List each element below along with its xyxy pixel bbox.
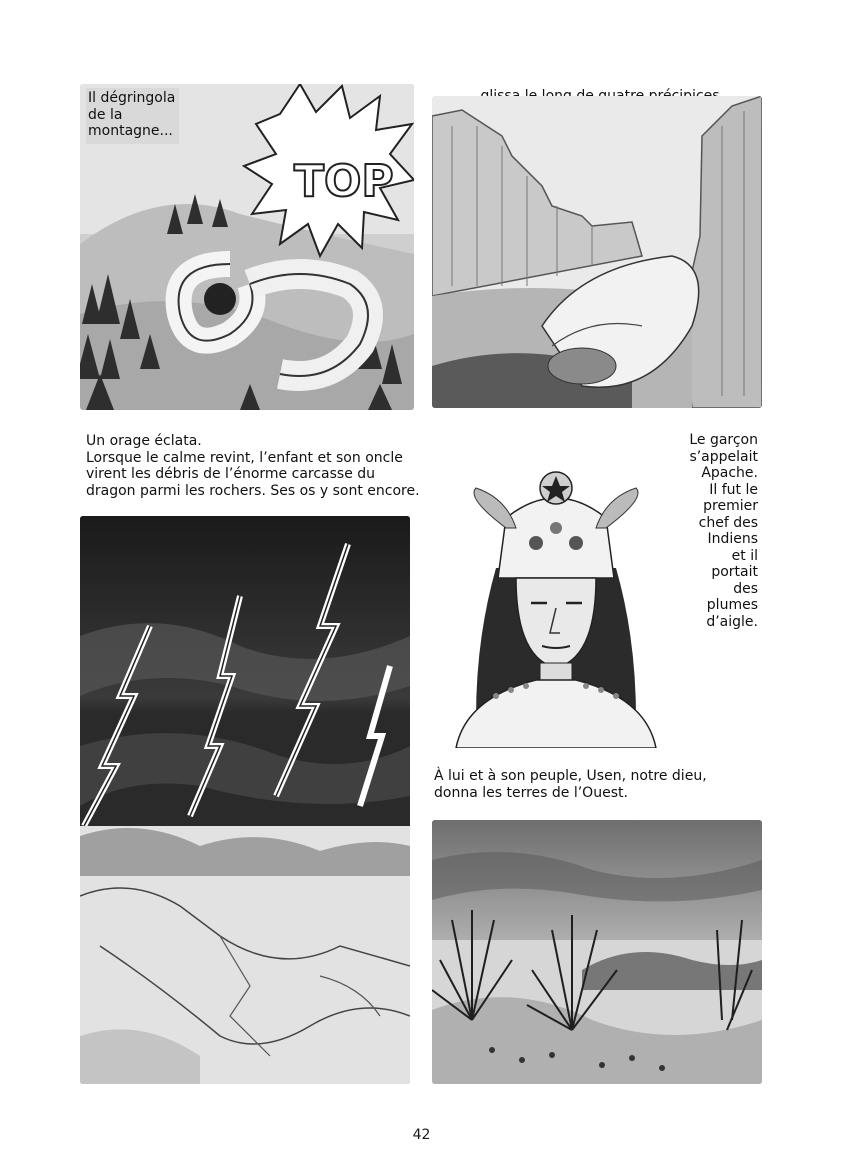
panel-apache-portrait (436, 458, 676, 748)
caption-line: portait (711, 564, 758, 580)
caption-line: virent les débris de l’énorme carcasse du (86, 466, 376, 482)
caption-line: Il fut le (709, 481, 758, 498)
page-number: 42 (412, 1127, 431, 1143)
panel-storm (80, 516, 410, 1084)
caption-falling (86, 88, 179, 144)
caption-line: plumes (706, 597, 758, 613)
panel-western-lands (432, 820, 762, 1084)
caption-line: Un orage éclata. (86, 433, 202, 449)
caption-line: et il (731, 547, 758, 564)
storm-illustration (80, 516, 410, 1084)
caption-line: dragon parmi les rochers. Ses os y sont encore. (86, 482, 420, 499)
caption-western-lands (434, 768, 707, 801)
caption-line: premier (703, 498, 758, 514)
caption-line: s’appelait (689, 448, 758, 465)
western-lands-illustration (432, 820, 762, 1084)
caption-line: des (733, 580, 758, 597)
caption-line: Apache. (701, 465, 758, 481)
caption-line: de la (88, 106, 123, 123)
caption-line: chef des (698, 514, 758, 531)
sound-effect-text: TOP (294, 156, 394, 207)
caption-line: À lui et à son peuple, Usen, notre dieu, (434, 768, 707, 784)
caption-line: donna les terres de l’Ouest. (434, 784, 628, 801)
caption-storm (86, 433, 420, 499)
caption-line: d’aigle. (706, 613, 758, 630)
caption-line: montagne... (88, 123, 173, 139)
caption-apache (660, 432, 758, 630)
caption-line: Il dégringola (88, 90, 176, 106)
caption-line: Le garçon (689, 432, 758, 448)
apache-illustration (436, 458, 676, 748)
panel-canyon (432, 96, 762, 408)
caption-line: Lorsque le calme revint, l’enfant et son oncle (86, 449, 403, 466)
caption-line: Indiens (707, 531, 758, 547)
canyon-illustration (432, 96, 762, 408)
